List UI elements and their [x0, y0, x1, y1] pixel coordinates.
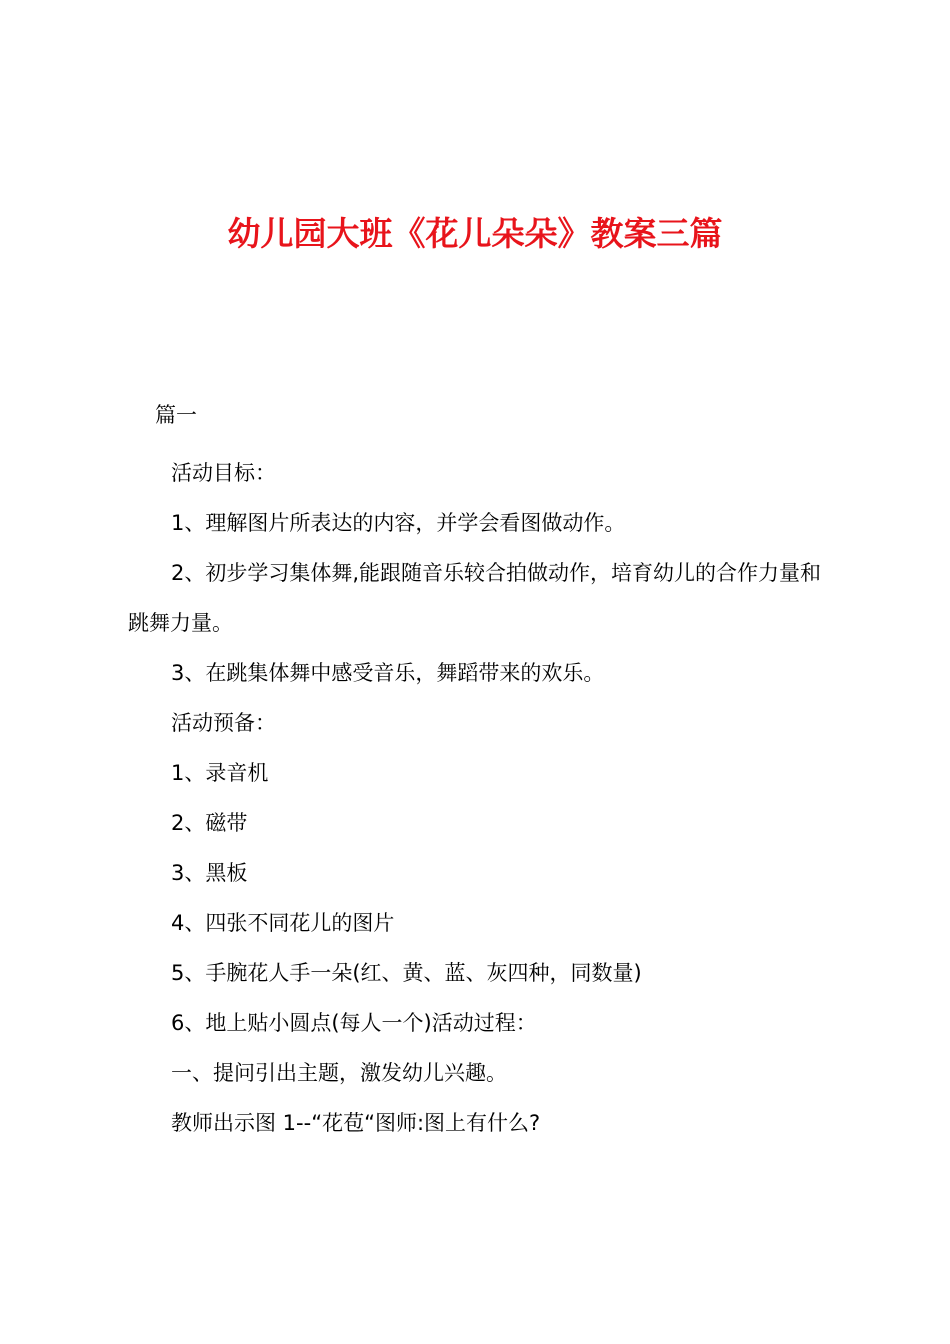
- paragraph: 2、磁带: [171, 811, 248, 835]
- paragraph: 3、黑板: [171, 861, 248, 885]
- paragraph: 5、手腕花人手一朵(红、黄、蓝、灰四种，同数量): [171, 961, 642, 985]
- paragraph: 1、录音机: [171, 761, 269, 785]
- document-title: 幼儿园大班《花儿朵朵》教案三篇: [227, 214, 723, 253]
- paragraph: 一、提问引出主题，激发幼儿兴趣。: [171, 1061, 507, 1085]
- paragraph: 2、初步学习集体舞,能跟随音乐较合拍做动作，培育幼儿的合作力量和跳舞力量。: [128, 561, 822, 635]
- section-label: 篇一: [155, 403, 197, 427]
- paragraph: 6、地上贴小圆点(每人一个)活动过程：: [171, 1011, 537, 1035]
- paragraph: 1、理解图片所表达的内容，并学会看图做动作。: [171, 511, 626, 535]
- paragraph: 3、在跳集体舞中感受音乐，舞蹈带来的欢乐。: [171, 661, 605, 685]
- paragraph: 4、四张不同花儿的图片: [171, 911, 395, 935]
- paragraph: 教师出示图 1--“花苞“图师:图上有什么?: [171, 1111, 541, 1135]
- paragraph: 活动预备：: [171, 711, 276, 735]
- document-body: [128, 448, 838, 1148]
- paragraph: 活动目标：: [171, 461, 276, 485]
